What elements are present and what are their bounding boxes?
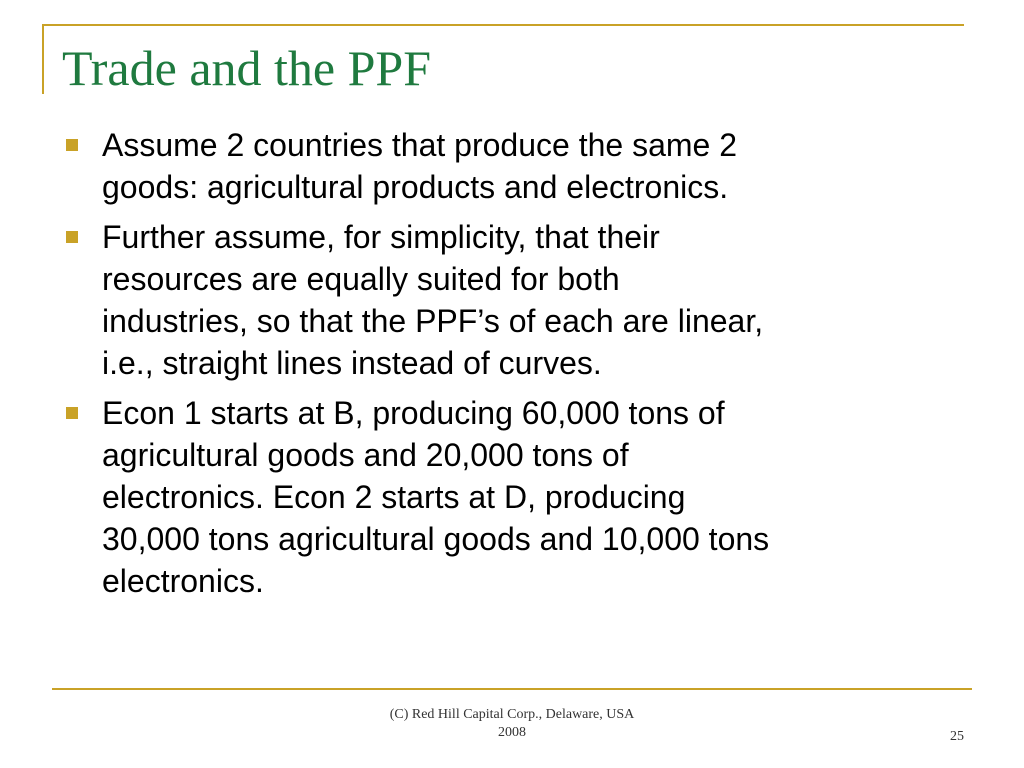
left-rule xyxy=(42,24,44,94)
footer-copyright xyxy=(336,706,688,742)
square-bullet-icon xyxy=(66,407,78,419)
square-bullet-icon xyxy=(66,231,78,243)
slide-title: Trade and the PPF xyxy=(62,40,432,96)
footer-line-1: (C) Red Hill Capital Corp., Delaware, USA xyxy=(389,707,635,722)
bullet-list xyxy=(62,124,982,610)
bottom-rule xyxy=(52,688,972,690)
square-bullet-icon xyxy=(66,139,78,151)
top-rule xyxy=(42,24,964,26)
bullet-item xyxy=(62,216,982,384)
bullet-text: Further assume, for simplicity, that their resources are equally suited for both industries, so that the PPF’s of each are linear, i.e., straight lines instead of curves. xyxy=(102,219,764,381)
bullet-text: Assume 2 countries that produce the same 2 goods: agricultural products and electronics. xyxy=(102,127,738,205)
bullet-item xyxy=(62,124,982,208)
bullet-item xyxy=(62,392,982,602)
bullet-text: Econ 1 starts at B, producing 60,000 tons of agricultural goods and 20,000 tons of electronics. Econ 2 starts at D, producing 30,000 tons agricultural goods and 10,000 tons electronics. xyxy=(102,395,770,599)
page-number: 25 xyxy=(950,729,964,744)
footer-line-2: 2008 xyxy=(498,725,526,740)
